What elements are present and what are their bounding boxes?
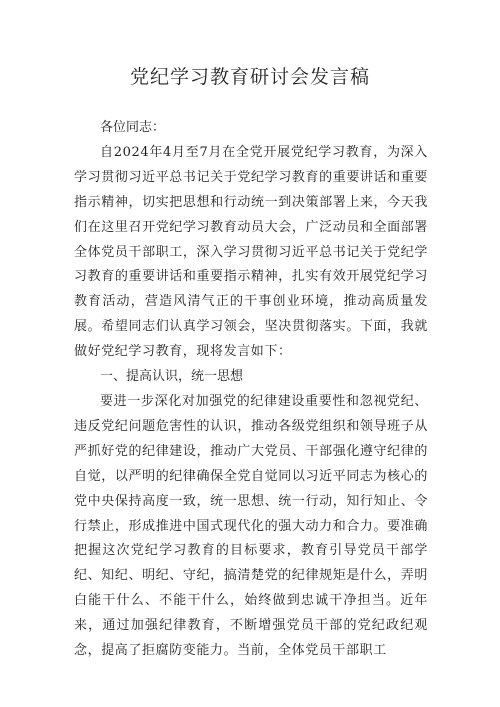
intro-paragraph: 自2024年4月至7月在全党开展党纪学习教育，为深入学习贯彻习近平总书记关于党纪学习教育的重要讲话和重要指示精神，切实把思想和行动统一到决策部署上来，今天我们在这里召开党纪学习教育动员大会，广泛动员和全面部署全体党员干部职工，深入学习贯彻习近平总书记关于党纪学习教育的重要讲话和重要指示精神，扎实有效开展党纪学习教育活动，营造风清气正的干事创业环境，推动高质量发展。希望同志们认真学习领会，坚决贯彻落实。下面，我就做好党纪学习教育，现将发言如下： [74,144,428,360]
section-paragraph: 要进一步深化对加强党的纪律建设重要性和忽视党纪、违反党纪问题危害性的认识，推动各级党组织和领导班子从严抓好党的纪律建设，推动广大党员、干部强化遵守纪律的自觉，以严明的纪律确保全党自觉同以习近平同志为核心的党中央保持高度一致，统一思想、统一行动，知行知止、令行禁止，形成推进中国式现代化的强大动力和合力。要准确把握这次党纪学习教育的目标要求，教育引导党员干部学纪、知纪、明纪、守纪，搞清楚党的纪律规矩是什么，弄明白能干什么、不能干什么，始终做到忠诚干净担当。近年来，通过加强纪律教育，不断增强党员干部的党纪政纪观念，提高了拒腐防变能力。当前，全体党员干部职工 [74,393,428,659]
salutation: 各位同志： [100,120,166,135]
section-heading: 一、提高认识，统一思想 [100,369,244,385]
document-title: 党纪学习教育研讨会发言稿 [129,66,370,88]
document-body [74,116,428,664]
